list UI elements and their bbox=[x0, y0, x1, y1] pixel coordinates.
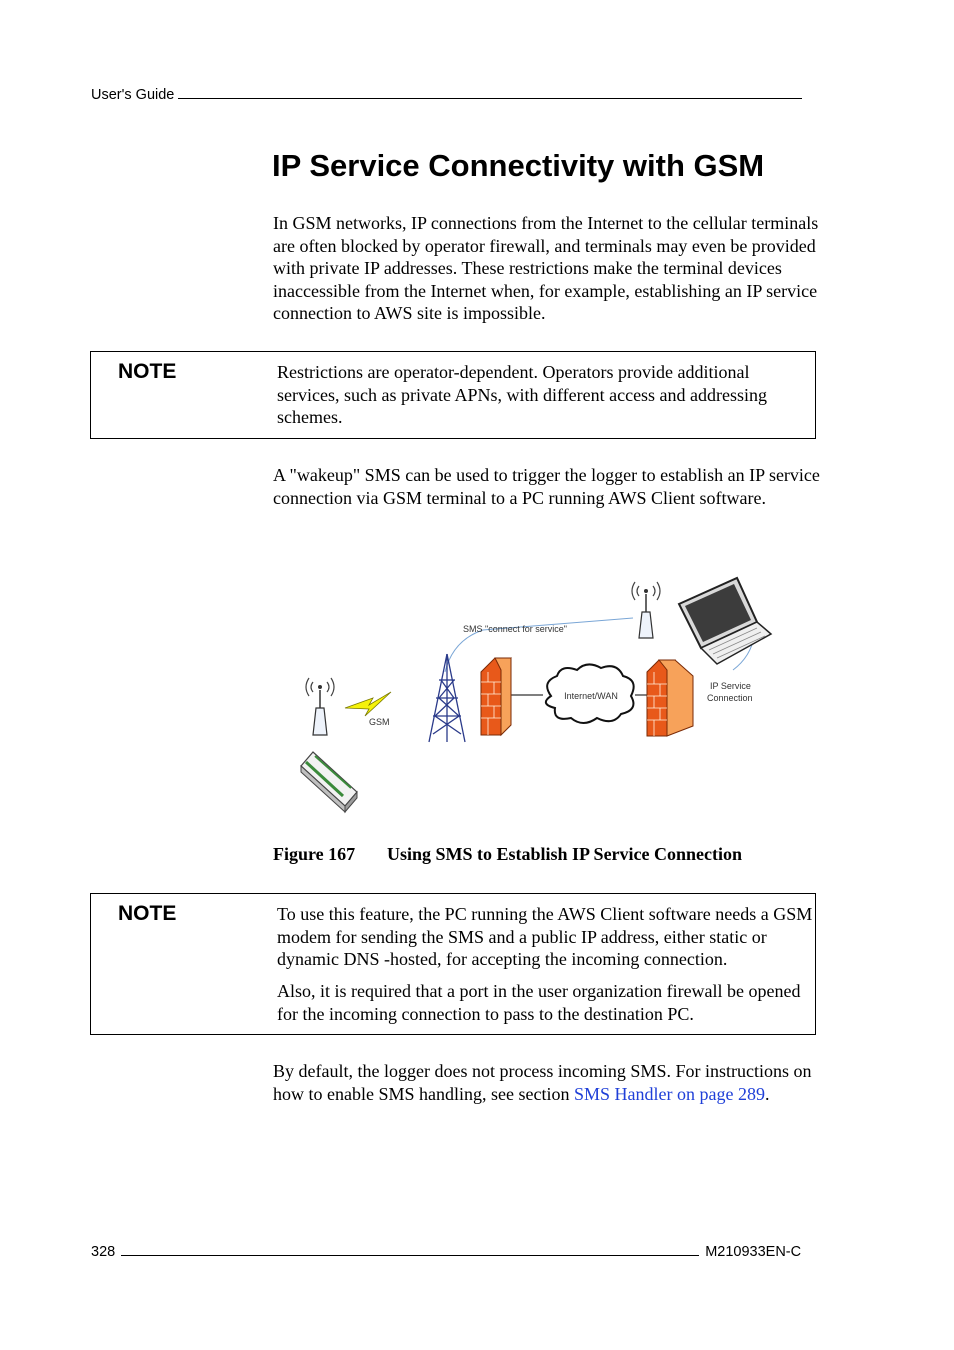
figure-caption bbox=[273, 844, 742, 865]
wireless-bolt-icon bbox=[345, 692, 391, 716]
note-text-2: Also, it is required that a port in the user organization firewall be opened for the incoming connection to pass to the destination PC. bbox=[277, 981, 801, 1024]
ip-label-line2: Connection bbox=[707, 693, 753, 703]
data-logger-icon bbox=[301, 752, 357, 812]
gsm-terminal-antenna-icon bbox=[306, 678, 334, 735]
ip-label-line1: IP Service bbox=[710, 681, 751, 691]
internet-cloud-icon bbox=[546, 664, 634, 723]
laptop-icon bbox=[679, 578, 771, 664]
intro-paragraph: In GSM networks, IP connections from the Internet to the cellular terminals are often blocked by operator firewall, and terminals may even be provided with private IP addresses. These restrictions make the terminal devices inaccessible from the Internet when, for example, establishing an IP service connection to AWS site is impossible. bbox=[273, 213, 819, 323]
note-box-2 bbox=[90, 893, 816, 1035]
firewall-left-icon bbox=[481, 658, 511, 735]
cloud-label: Internet/WAN bbox=[564, 691, 618, 701]
header-rule bbox=[178, 86, 802, 99]
note-label: NOTE bbox=[118, 902, 177, 925]
firewall-right-icon bbox=[647, 660, 693, 736]
wakeup-paragraph: A "wakeup" SMS can be used to trigger the logger to establish an IP service connection via GSM terminal to a PC running AWS Client software. bbox=[273, 465, 820, 508]
sms-label: SMS "connect for service" bbox=[463, 624, 567, 634]
note-label: NOTE bbox=[118, 360, 177, 383]
doc-code: M210933EN-C bbox=[705, 1244, 802, 1260]
page-number: 328 bbox=[91, 1244, 116, 1260]
network-diagram bbox=[273, 570, 773, 825]
closing-text: By default, the logger does not process incoming SMS. For instructions on how to enable SMS handling, see section bbox=[273, 1061, 812, 1104]
page-title: IP Service Connectivity with GSM bbox=[272, 148, 765, 183]
cell-tower-icon bbox=[429, 654, 465, 742]
note-text: Restrictions are operator-dependent. Operators provide additional services, such as private APNs, with different access and addressing schemes. bbox=[277, 362, 768, 427]
closing-paragraph bbox=[273, 1060, 821, 1105]
gsm-label: GSM bbox=[369, 717, 390, 727]
closing-period: . bbox=[764, 1083, 770, 1104]
caption-number: Figure 167 bbox=[273, 844, 356, 864]
pc-modem-antenna-icon bbox=[632, 582, 660, 638]
caption-text: Using SMS to Establish IP Service Connection bbox=[387, 844, 743, 864]
page-header bbox=[91, 86, 811, 103]
footer-rule bbox=[121, 1243, 699, 1256]
note-text-1: To use this feature, the PC running the AWS Client software needs a GSM modem for sending the SMS and a public IP address, either static or dynamic DNS -hosted, for accepting the incoming connection. bbox=[277, 904, 813, 969]
header-guide-label: User's Guide bbox=[91, 87, 175, 103]
note-box-1 bbox=[90, 351, 816, 439]
page-footer bbox=[91, 1243, 819, 1260]
sms-handler-link[interactable]: SMS Handler on page 289 bbox=[573, 1083, 765, 1104]
